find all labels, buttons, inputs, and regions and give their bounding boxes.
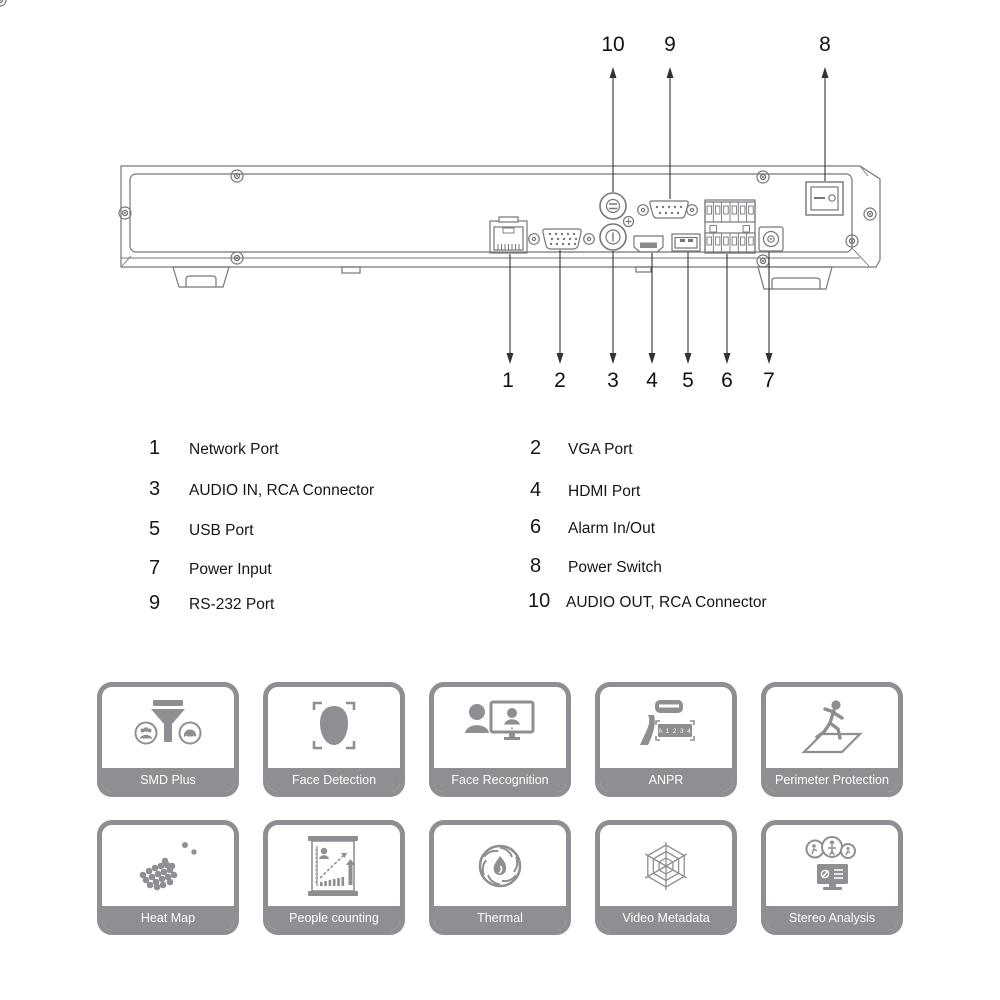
legend-num: 4 [530,479,542,501]
svg-text:A 1 2 3 4: A 1 2 3 4 [658,727,692,735]
legend-row-9 [149,592,274,615]
legend-num: 9 [149,592,161,614]
chassis-feet [173,267,832,289]
legend-row-8 [530,555,662,578]
legend-num: 8 [530,555,542,577]
legend-label: Network Port [189,441,279,458]
smd-plus-icon [102,687,234,768]
face-detection-icon [268,687,400,768]
legend-label: AUDIO OUT, RCA Connector [566,594,767,611]
legend-row-1 [149,437,279,460]
legend-label: VGA Port [568,441,633,458]
callout-10: 10 [601,33,625,56]
feature-card-perimeter-protection [761,682,903,797]
legend-num: 10 [528,590,551,612]
legend-label: Power Input [189,561,272,578]
feature-card-label: Thermal [434,906,566,930]
anpr-icon [600,687,732,768]
feature-card-face-recognition [429,682,571,797]
legend-row-2 [530,437,633,460]
perimeter-protection-icon [766,687,898,768]
legend-num: 3 [149,478,161,500]
callout-1: 1 [502,369,514,392]
legend-num: 5 [149,518,161,540]
legend-label: RS-232 Port [189,596,275,613]
legend-num: 2 [530,437,542,459]
legend-label: Power Switch [568,559,662,576]
face-recognition-icon [434,687,566,768]
power-switch [806,182,843,215]
feature-card-face-detection [263,682,405,797]
feature-card-label: Face Detection [268,768,400,792]
callout-8: 8 [819,33,831,56]
callout-3: 3 [607,369,619,392]
legend-row-4 [530,479,640,502]
legend-label: Alarm In/Out [568,520,655,537]
feature-card-label: Face Recognition [434,768,566,792]
legend-num: 7 [149,557,161,579]
feature-card-label: Perimeter Protection [766,768,898,792]
feature-card-label: Heat Map [102,906,234,930]
callout-4: 4 [646,369,658,392]
legend-row-10 [528,590,767,613]
legend-label: HDMI Port [568,483,641,500]
legend-row-7 [149,557,272,580]
feature-card-heat-map [97,820,239,935]
callout-6: 6 [721,369,733,392]
stereo-analysis-icon [766,825,898,906]
legend-row-5 [149,518,254,541]
feature-card-anpr [595,682,737,797]
feature-card-label: People counting [268,906,400,930]
feature-card-smd-plus [97,682,239,797]
legend-label: AUDIO IN, RCA Connector [189,482,375,499]
legend-row-6 [530,516,655,539]
feature-card-stereo-analysis [761,820,903,935]
heat-map-icon [102,825,234,906]
people-counting-icon [268,825,400,906]
feature-card-thermal [429,820,571,935]
feature-card-label: Video Metadata [600,906,732,930]
callout-9: 9 [664,33,676,56]
legend-label: USB Port [189,522,254,539]
callout-5: 5 [682,369,694,392]
feature-card-label: ANPR [600,768,732,792]
legend-row-3 [149,478,374,501]
video-metadata-icon [600,825,732,906]
rear-panel-diagram [0,0,1000,420]
callout-2: 2 [554,369,566,392]
feature-card-label: SMD Plus [102,768,234,792]
feature-card-video-metadata [595,820,737,935]
feature-card-people-counting [263,820,405,935]
legend-num: 1 [149,437,161,459]
callout-7: 7 [763,369,775,392]
thermal-icon [434,825,566,906]
legend-num: 6 [530,516,542,538]
feature-card-label: Stereo Analysis [766,906,898,930]
